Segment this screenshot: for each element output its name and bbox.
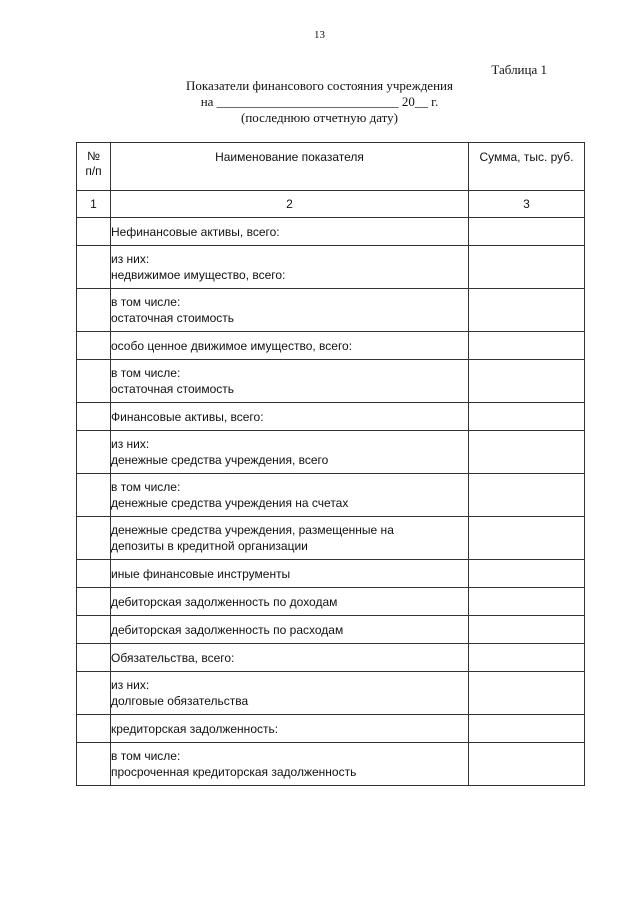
indicator-name-cell [111, 289, 469, 332]
row-num-cell [77, 332, 111, 360]
table-row [77, 644, 585, 672]
indicator-name-cell [111, 715, 469, 743]
row-num-cell [77, 560, 111, 588]
sum-cell [469, 672, 585, 715]
table-row [77, 403, 585, 431]
header-name: Наименование показателя [111, 143, 469, 191]
table-row [77, 616, 585, 644]
table-row [77, 246, 585, 289]
row-num-cell [77, 403, 111, 431]
row-num-cell [77, 517, 111, 560]
table-row [77, 360, 585, 403]
table-row [77, 743, 585, 786]
financial-indicators-table [76, 142, 585, 786]
sum-cell [469, 616, 585, 644]
table-row [77, 672, 585, 715]
sum-cell [469, 474, 585, 517]
table-label: Таблица 1 [491, 62, 547, 77]
indicator-name-cell [111, 644, 469, 672]
table-row [77, 289, 585, 332]
row-num-cell [77, 360, 111, 403]
heading-title: Показатели финансового состояния учреждения [186, 78, 453, 93]
indicator-name: кредиторская задолженность: [111, 721, 279, 736]
indicator-name: из них: денежные средства учреждения, всего [111, 437, 329, 467]
indicator-name-cell [111, 332, 469, 360]
table-row [77, 517, 585, 560]
document-heading [0, 78, 639, 126]
indicator-name-cell [111, 743, 469, 786]
indicator-name: дебиторская задолженность по расходам [111, 622, 344, 637]
row-num-cell [77, 644, 111, 672]
indicator-name-cell [111, 403, 469, 431]
heading-date-note: (последнюю отчетную дату) [240, 110, 398, 125]
sum-cell [469, 743, 585, 786]
sum-cell [469, 588, 585, 616]
indicator-name: дебиторская задолженность по доходам [111, 594, 338, 609]
row-num-cell [77, 246, 111, 289]
indicator-name-cell [111, 560, 469, 588]
header-num-label: № п/п [85, 149, 102, 178]
row-num-cell [77, 672, 111, 715]
sum-cell [469, 644, 585, 672]
indicator-name: Финансовые активы, всего: [111, 409, 264, 424]
table-row [77, 474, 585, 517]
indicator-name-cell [111, 474, 469, 517]
row-num-cell [77, 743, 111, 786]
sum-cell [469, 560, 585, 588]
indicator-name-cell [111, 360, 469, 403]
row-num-cell [77, 616, 111, 644]
indicator-name: иные финансовые инструменты [111, 566, 291, 581]
row-num-cell [77, 289, 111, 332]
header-sum: Сумма, тыс. руб. [469, 143, 585, 191]
sum-cell [469, 403, 585, 431]
row-num-cell [77, 431, 111, 474]
table-row [77, 588, 585, 616]
indicator-name-cell [111, 517, 469, 560]
indicator-name-cell [111, 431, 469, 474]
indicator-name-cell [111, 246, 469, 289]
indicator-name: Обязательства, всего: [111, 650, 235, 665]
sum-cell [469, 289, 585, 332]
indicator-name: в том числе: денежные средства учреждения на счетах [111, 480, 349, 510]
index-cell-1: 1 [77, 191, 111, 218]
table-row [77, 715, 585, 743]
table-row [77, 218, 585, 246]
row-num-cell [77, 218, 111, 246]
header-num [77, 143, 111, 191]
indicator-name-cell [111, 218, 469, 246]
index-cell-2: 2 [111, 191, 469, 218]
indicator-name-cell [111, 672, 469, 715]
indicator-name: Нефинансовые активы, всего: [111, 224, 280, 239]
indicator-name: особо ценное движимое имущество, всего: [111, 338, 353, 353]
page-number: 13 [314, 29, 325, 41]
indicator-name: из них: долговые обязательства [111, 678, 249, 708]
index-cell-3: 3 [469, 191, 585, 218]
sum-cell [469, 715, 585, 743]
indicator-name: в том числе: просроченная кредиторская задолженность [111, 749, 357, 779]
indicator-name-cell [111, 616, 469, 644]
indicator-name: в том числе: остаточная стоимость [111, 295, 235, 325]
sum-cell [469, 431, 585, 474]
sum-cell [469, 360, 585, 403]
indicator-name: денежные средства учреждения, размещенные на депозиты в кредитной организации [111, 523, 394, 553]
table-row [77, 560, 585, 588]
sum-cell [469, 246, 585, 289]
sum-cell [469, 517, 585, 560]
table-row [77, 332, 585, 360]
sum-cell [469, 218, 585, 246]
sum-cell [469, 332, 585, 360]
table-row [77, 431, 585, 474]
row-num-cell [77, 588, 111, 616]
row-num-cell [77, 474, 111, 517]
indicator-name-cell [111, 588, 469, 616]
heading-date-line: на ____________________________ 20__ г. [200, 94, 439, 109]
row-num-cell [77, 715, 111, 743]
indicator-name: в том числе: остаточная стоимость [111, 366, 235, 396]
indicator-name: из них: недвижимое имущество, всего: [111, 252, 286, 282]
column-index-row [77, 191, 585, 218]
table-header-row [77, 143, 585, 191]
